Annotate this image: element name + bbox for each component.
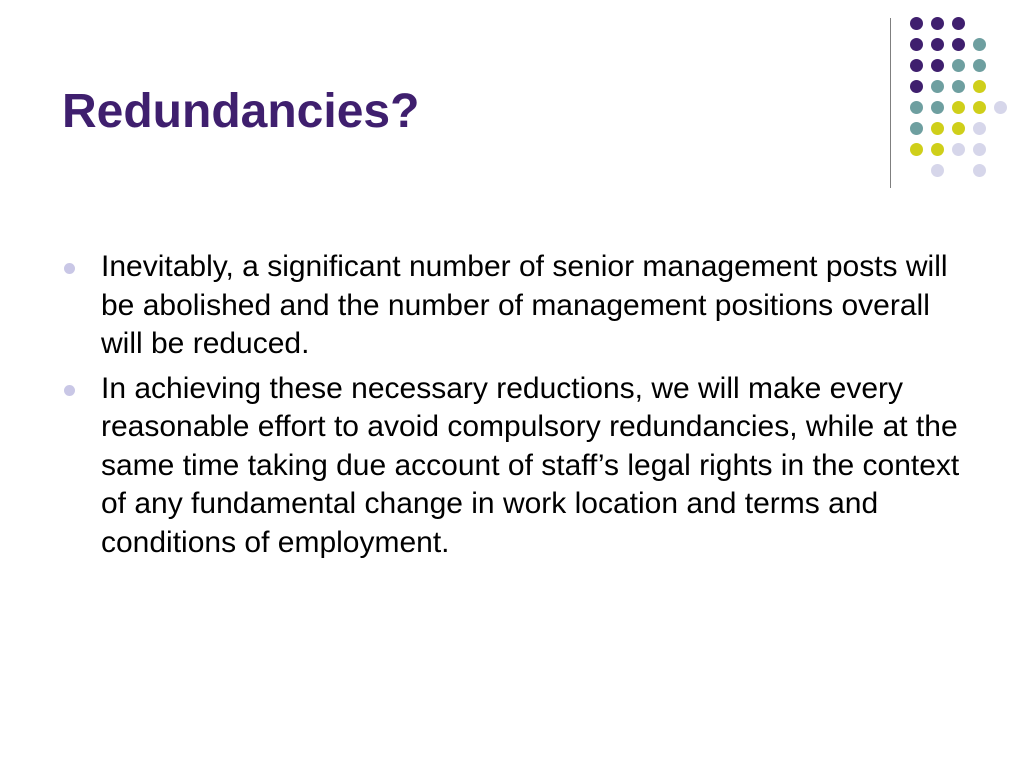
decorative-dot-lavender	[931, 164, 944, 177]
decorative-dot-purple	[931, 38, 944, 51]
decorative-dot-yellow	[910, 143, 923, 156]
decorative-dot-lavender	[973, 143, 986, 156]
decorative-dot-yellow	[931, 143, 944, 156]
decorative-dot-teal	[973, 59, 986, 72]
decorative-dot-yellow	[973, 101, 986, 114]
decorative-dot-lavender	[994, 101, 1007, 114]
bullet-list	[64, 248, 964, 568]
decorative-dot-teal	[952, 59, 965, 72]
decorative-dot-teal	[973, 38, 986, 51]
decorative-dot-lavender	[973, 122, 986, 135]
decorative-dot-purple	[910, 17, 923, 30]
decorative-dot-teal	[931, 80, 944, 93]
bullet-dot-icon	[64, 263, 75, 274]
decorative-dot-yellow	[931, 122, 944, 135]
decorative-dot-purple	[910, 38, 923, 51]
decorative-dot-lavender	[973, 164, 986, 177]
decorative-dot-purple	[952, 17, 965, 30]
decorative-dot-teal	[952, 80, 965, 93]
decorative-dot-teal	[910, 122, 923, 135]
decorative-dot-teal	[931, 101, 944, 114]
bullet-text: In achieving these necessary reductions, we will make every reasonable effort to avoid compulsory redundancies, while at the same time taking due account of staff’s legal rights in the context of any fundamental change in work location and terms and conditions of employment.	[101, 371, 960, 559]
decorative-dot-yellow	[952, 122, 965, 135]
decorative-dot-purple	[952, 38, 965, 51]
decorative-dot-yellow	[973, 80, 986, 93]
slide-title: Redundancies?	[62, 85, 420, 138]
decorative-dot-yellow	[952, 101, 965, 114]
bullet-item	[64, 370, 964, 563]
decorative-dot-purple	[931, 59, 944, 72]
bullet-item	[64, 248, 964, 364]
decorative-dot-teal	[910, 101, 923, 114]
decorative-dot-purple	[931, 17, 944, 30]
decorative-dot-purple	[910, 80, 923, 93]
title-divider-line	[890, 18, 891, 188]
decorative-dot-purple	[910, 59, 923, 72]
bullet-text: Inevitably, a significant number of senior management posts will be abolished and the number of management positions overall will be reduced.	[101, 250, 948, 360]
decorative-dot-lavender	[952, 143, 965, 156]
bullet-dot-icon	[64, 385, 75, 396]
